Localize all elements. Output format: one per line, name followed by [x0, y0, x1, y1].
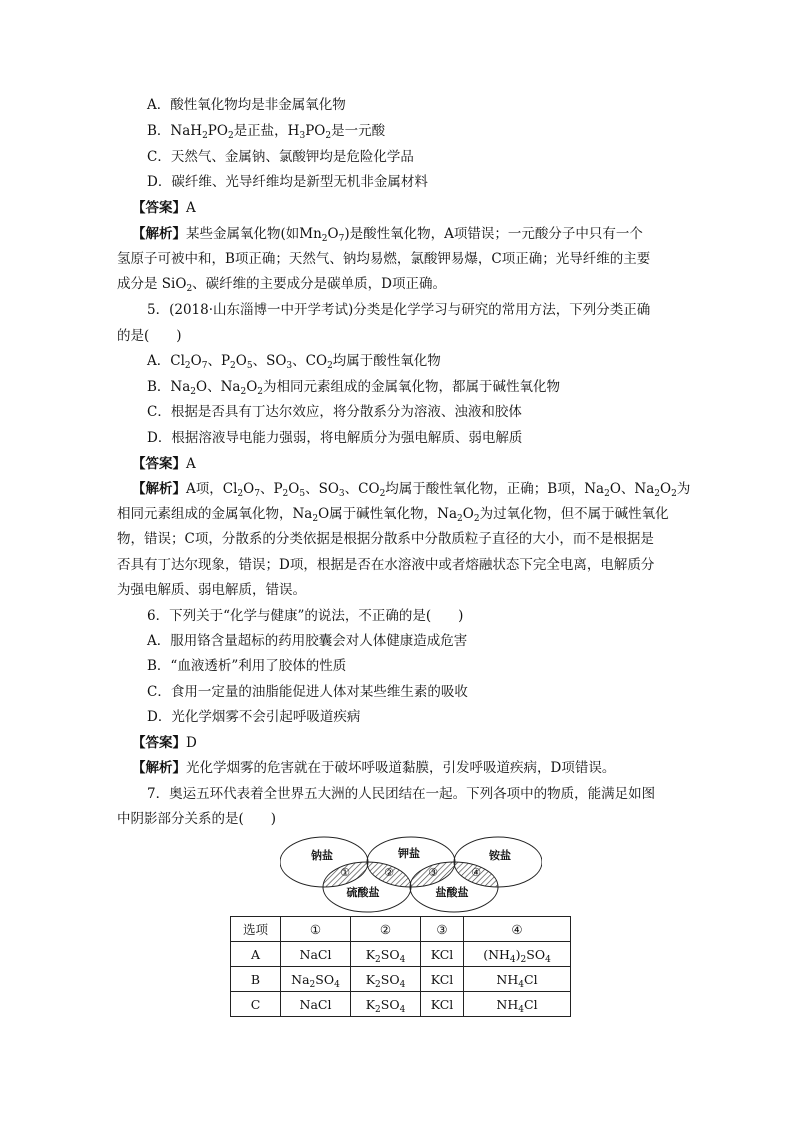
q4-option-b: B．$NaH_2PO_2$是正盐，$H_3PO_2$是一元酸	[147, 123, 386, 141]
table-header-cell: ④	[464, 917, 571, 942]
region-4-label: ④	[471, 866, 481, 879]
table-cell: KCl	[421, 967, 464, 992]
q6-option-c: C．食用一定量的油脂能促进人体对某些维生素的吸收	[147, 684, 468, 700]
q6-answer: 【答案】D	[132, 735, 197, 751]
table-cell: $NH_4Cl$	[464, 992, 571, 1017]
table-cell: KCl	[421, 992, 464, 1017]
q6-option-a: A．服用铬含量超标的药用胶囊会对人体健康造成危害	[147, 633, 468, 649]
table-header-cell: ①	[281, 917, 351, 942]
q5-option-a: A．$Cl_2O_7$、$P_2O_5$、$SO_3$、$CO_2$均属于酸性氧化物	[147, 353, 441, 371]
olympic-rings-diagram	[280, 836, 542, 914]
q5-option-c: C．根据是否具有丁达尔效应，将分散系分为溶液、浊液和胶体	[147, 404, 522, 420]
q5-explanation-line-5: 为强电解质、弱电解质，错误。	[117, 582, 306, 598]
table-cell-option: A	[231, 942, 281, 967]
q4-answer: 【答案】A	[132, 200, 196, 216]
q5-option-b: B．$Na_2O$、$Na_2O_2$为相同元素组成的金属氧化物，都属于碱性氧化物	[147, 379, 561, 397]
table-cell-option: C	[231, 992, 281, 1017]
region-1-label: ①	[340, 866, 350, 879]
label-ammonium-salt: 铵盐	[489, 849, 511, 862]
q5-stem-line-1: 5．(2018·山东淄博一中开学考试)分类是化学学习与研究的常用方法，下列分类正确	[147, 302, 651, 318]
table-cell: KCl	[421, 942, 464, 967]
table-cell: $Na_2SO_4$	[281, 967, 351, 992]
table-header-row	[231, 917, 571, 942]
table-row	[231, 967, 571, 992]
q7-stem-line-2: 中阴影部分关系的是( )	[117, 811, 277, 827]
q6-option-d: D．光化学烟雾不会引起呼吸道疾病	[147, 709, 361, 725]
q4-option-c: C．天然气、金属钠、氯酸钾均是危险化学品	[147, 149, 414, 165]
q4-explanation-line-3: 成分是 SiO$_2$、碳纤维的主要成分是碳单质，D项正确。	[117, 276, 446, 294]
q6-option-b: B．“血液透析”利用了胶体的性质	[147, 658, 347, 674]
q5-stem-line-2: 的是( )	[117, 328, 182, 344]
label-chloride: 盐酸盐	[435, 886, 469, 899]
table-cell: $(NH_4)_2SO_4$	[464, 942, 571, 967]
label-sodium-salt: 钠盐	[311, 849, 333, 862]
ring-potassium-salt	[367, 837, 455, 887]
q5-explanation-line-3: 物，错误；C项，分散系的分类依据是根据分散系中分散质粒子直径的大小，而不是根据是	[117, 531, 654, 547]
q7-options-table	[230, 916, 571, 1017]
table-cell: $K_2SO_4$	[351, 992, 421, 1017]
region-3-label: ③	[428, 866, 438, 879]
q5-option-d: D．根据溶液导电能力强弱，将电解质分为强电解质、弱电解质	[147, 430, 523, 446]
table-header-cell: 选项	[231, 917, 281, 942]
table-row	[231, 992, 571, 1017]
ring-sodium-salt	[280, 837, 368, 887]
q6-stem: 6．下列关于“化学与健康”的说法，不正确的是( )	[147, 608, 464, 624]
region-2-label: ②	[384, 866, 394, 879]
q5-explanation-line-2: 相同元素组成的金属氧化物，$Na_2O$属于碱性氧化物，$Na_2O_2$为过氧化物，但不属于碱性氧化	[117, 506, 669, 524]
label-sulfate: 硫酸盐	[346, 886, 380, 899]
q4-option-a: A．酸性氧化物均是非金属氧化物	[147, 97, 346, 113]
table-cell: $NH_4Cl$	[464, 967, 571, 992]
q4-explanation-line-1: 【解析】某些金属氧化物(如$Mn_2O_7$)是酸性氧化物，A项错误；一元酸分子中只有一个	[132, 226, 643, 244]
q5-answer: 【答案】A	[132, 456, 196, 472]
ring-ammonium-salt	[454, 837, 542, 887]
q4-option-d: D．碳纤维、光导纤维均是新型无机非金属材料	[147, 174, 428, 190]
table-header-cell: ③	[421, 917, 464, 942]
table-row	[231, 942, 571, 967]
label-potassium-salt: 钾盐	[398, 847, 420, 860]
q7-stem-line-1: 7．奥运五环代表着全世界五大洲的人民团结在一起。下列各项中的物质，能满足如图	[147, 786, 656, 802]
table-cell: NaCl	[281, 942, 351, 967]
table-cell-option: B	[231, 967, 281, 992]
table-cell: $K_2SO_4$	[351, 967, 421, 992]
table-header-cell: ②	[351, 917, 421, 942]
q5-explanation-line-4: 否具有丁达尔现象，错误；D项，根据是否在水溶液中或者熔融状态下完全电离，电解质分	[117, 557, 655, 573]
table-cell: NaCl	[281, 992, 351, 1017]
q6-explanation: 【解析】光化学烟雾的危害就在于破坏呼吸道黏膜，引发呼吸道疾病，D项错误。	[132, 760, 616, 776]
q5-explanation-line-1: 【解析】A项，$Cl_2O_7$、$P_2O_5$、$SO_3$、$CO_2$均属于酸性氧化物，正确；B项，$Na_2O$、$Na_2O_2$为	[132, 481, 691, 499]
q4-explanation-line-2: 氢原子可被中和，B项正确；天然气、钠均易燃，氯酸钾易爆，C项正确；光导纤维的主要	[117, 251, 651, 267]
table-cell: $K_2SO_4$	[351, 942, 421, 967]
